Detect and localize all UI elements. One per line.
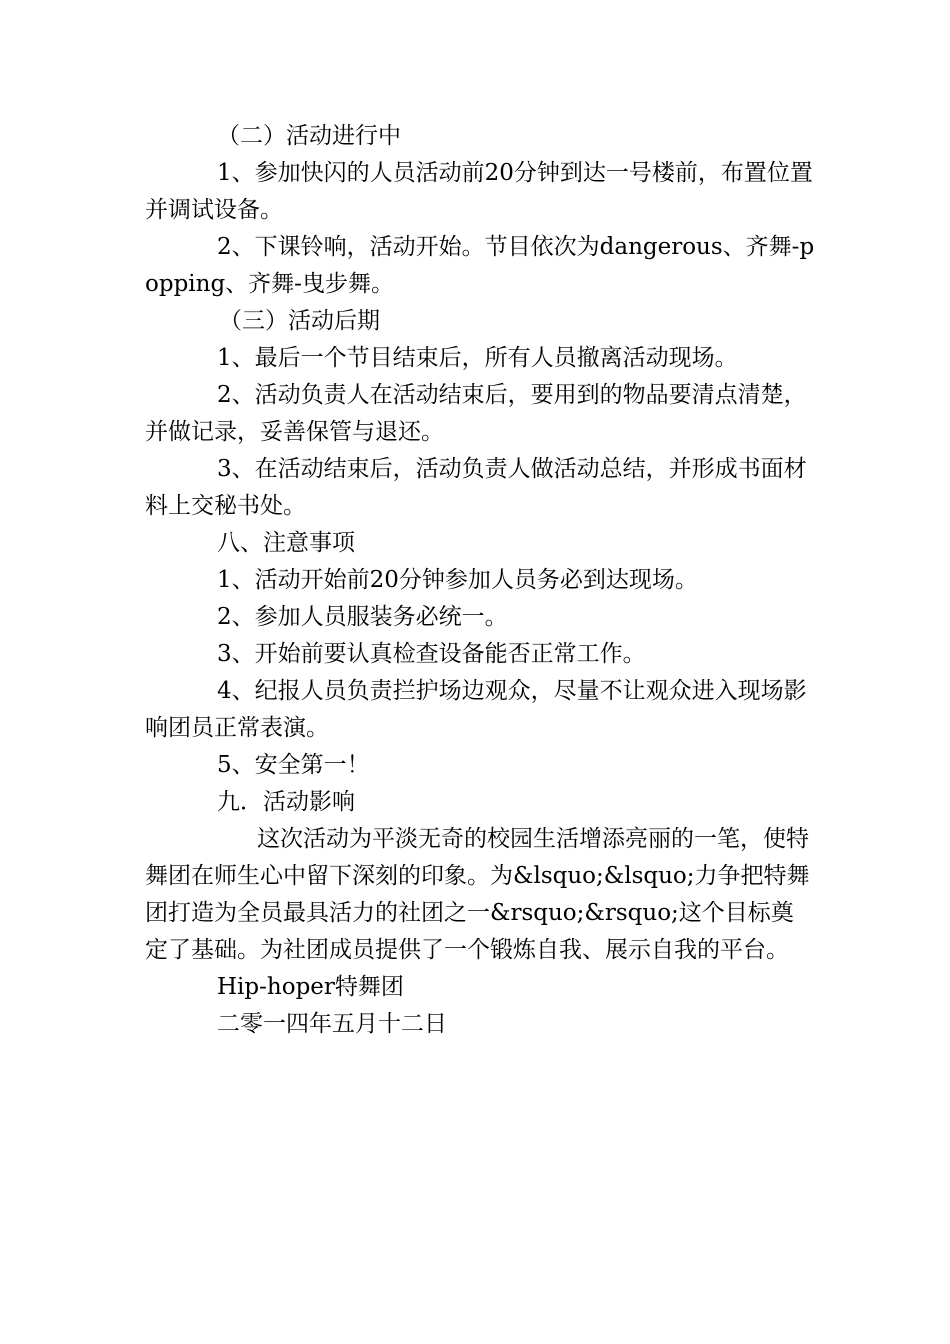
paragraph-impact: 这次活动为平淡无奇的校园生活增添亮丽的一笔，使特舞团在师生心中留下深刻的印象。为&lsquo;&lsquo;力争把特舞团打造为全员最具活力的社团之一&rsquo;&rsquo;这个目标奠定了基础。为社团成员提供了一个锻炼自我、展示自我的平台。	[145, 826, 810, 963]
paragraph-notes-4: 4、纪报人员负责拦护场边观众，尽量不让观众进入现场影响团员正常表演。	[145, 678, 807, 741]
paragraph-notes-1: 1、活动开始前20分钟参加人员务必到达现场。	[217, 567, 698, 593]
paragraph-during-1: 1、参加快闪的人员活动前20分钟到达一号楼前，布置位置并调试设备。	[145, 160, 813, 223]
document-body	[145, 118, 815, 1043]
paragraph-notes-2: 2、参加人员服装务必统一。	[217, 604, 508, 630]
section-heading-after-activity: （三）活动后期	[219, 308, 380, 334]
paragraph-after-3: 3、在活动结束后，活动负责人做活动总结，并形成书面材料上交秘书处。	[145, 456, 807, 519]
section-heading-notes: 八、注意事项	[217, 530, 355, 556]
paragraph-notes-5: 5、安全第一！	[217, 752, 370, 778]
paragraph-after-1: 1、最后一个节目结束后，所有人员撤离活动现场。	[217, 345, 738, 371]
section-heading-during-activity: （二）活动进行中	[217, 123, 401, 149]
signature-organization: Hip-hoper特舞团	[217, 974, 404, 1000]
section-heading-impact: 九．活动影响	[217, 789, 355, 815]
paragraph-notes-3: 3、开始前要认真检查设备能否正常工作。	[217, 641, 646, 667]
paragraph-during-2: 2、下课铃响，活动开始。节目依次为dangerous、齐舞-popping、齐舞-曳步舞。	[145, 234, 815, 297]
signature-date: 二零一四年五月十二日	[217, 1011, 447, 1037]
paragraph-after-2: 2、活动负责人在活动结束后，要用到的物品要清点清楚，并做记录，妥善保管与退还。	[145, 382, 807, 445]
